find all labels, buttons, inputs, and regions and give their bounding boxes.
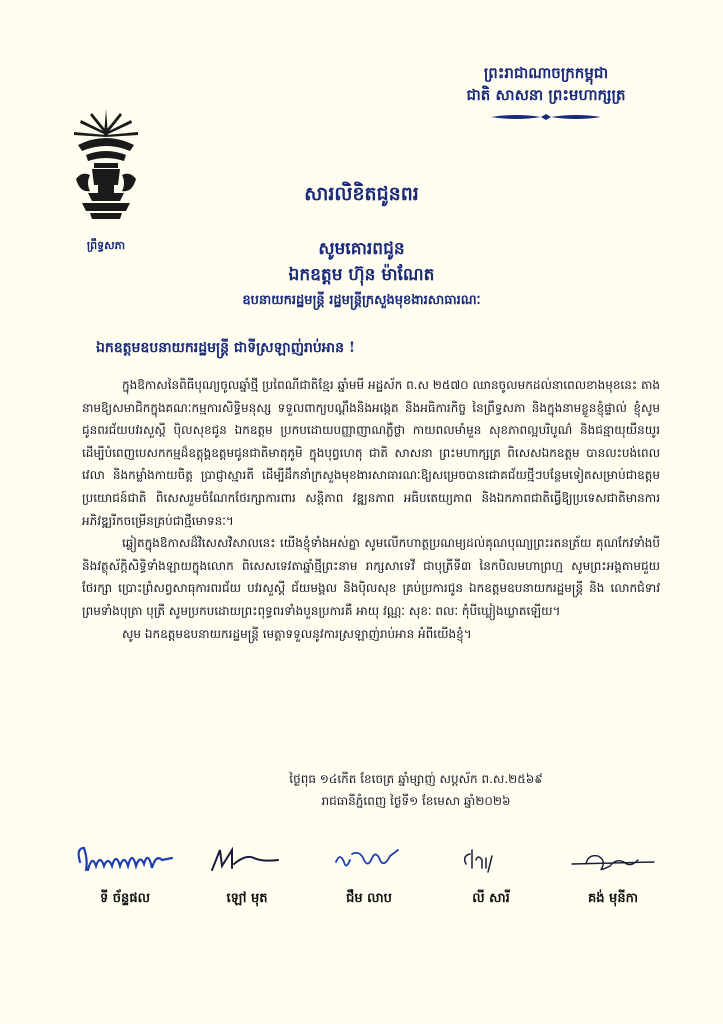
letter-body	[82, 374, 660, 645]
signature-4-icon	[436, 840, 546, 880]
addressee-name: ឯកឧត្តម ហ៊ុន ម៉ាណែត	[288, 265, 435, 285]
signatory-4-name: លី សារី	[472, 891, 510, 906]
signatory-2	[192, 840, 302, 909]
signatory-1-name: ទី ច័ន្ទផល	[100, 891, 150, 906]
date-block	[266, 768, 566, 812]
letter-title: សារលិខិតជូនពរ	[304, 183, 419, 205]
senate-emblem-icon	[68, 105, 144, 233]
signatory-5	[558, 840, 668, 909]
body-paragraph-2: ឆ្លៀតក្នុងឱកាសដ៏វិសេសវិសាលនេះ យើងខ្ញុំទាំងអស់គ្នា សូមលើកហាត្ថប្រណម្យដល់គុណបុណ្យព្រះរតនត្រ័យ គុណកែវទាំងបី និងវត្ថុស័ក្តិសិទ្ធិទាំងឡាយក្នុងលោក ពិសេសទេវតាឆ្នាំថ្មីព្រះនាម រាក្សសាទេវី ជាបុត្រីទី៣ នៃកបិលមហាព្រហ្ម សូមព្រះអង្គតាមជួយថែរក្សា ប្រោះព្រំសព្វសាធុការពរជ័យ បវរសួស្តី ជ័យមង្គល និងបុិលសុខ គ្រប់ប្រការជូន ឯកឧត្តមឧបនាយករដ្ឋមន្ត្រី និង លោកជំទាវ ព្រមទាំងបុត្រា បុត្រី សូមប្រកបដោយព្រះពុទ្ធពរទាំងបួនប្រការគឺ អាយុ វណ្ណៈ សុខៈ ពលៈ កុំបីឃ្លៀងឃ្លាតឡើយ។	[82, 536, 660, 618]
salutation: ឯកឧត្តមឧបនាយករដ្ឋមន្ត្រី ជាទីស្រឡាញ់រាប់អាន !	[96, 340, 356, 356]
logo-caption: ព្រឹទ្ធសភា	[86, 239, 126, 252]
lunar-date: ថ្ងៃពុធ ១៤កើត ខែចេត្រ ឆ្នាំម្សាញ់ សប្តស័ក ព.ស.២៥៦៩	[289, 772, 543, 786]
kingdom-title: ព្រះរាជាណាចក្រកម្ពុជា	[483, 64, 609, 82]
body-paragraph-3: សូម ឯកឧត្តមឧបនាយករដ្ឋមន្ត្រី មេត្តាទទួលនូវការស្រឡាញ់រាប់អាន អំពីយើងខ្ញុំ។	[122, 626, 472, 641]
signatory-5-name: គង់ មុនីកា	[588, 891, 638, 906]
signature-1-icon	[70, 840, 180, 880]
kingdom-motto: ជាតិ សាសនា ព្រះមហាក្សត្រ	[466, 86, 626, 104]
signature-5-icon	[558, 840, 668, 880]
header-divider-ornament	[486, 113, 606, 121]
signature-2-icon	[192, 840, 302, 880]
signatory-3-name: ជឹម លាប	[346, 891, 392, 906]
addressee-block	[0, 236, 723, 312]
signatures-row	[70, 840, 670, 920]
signatory-3	[314, 840, 424, 909]
signatory-1	[70, 840, 180, 909]
senate-logo	[68, 105, 144, 255]
solar-date: រាជធានីភ្នំពេញ ថ្ងៃទី១ ខែមេសា ឆ្នាំ២០២៦	[321, 794, 511, 808]
addressee-greeting: សូមគោរពជូន	[318, 239, 405, 259]
body-paragraph-1: ក្នុងឱកាសនៃពិធីបុណ្យចូលឆ្នាំថ្មី ប្រពៃណីជាតិខ្មែរ ឆ្នាំមមី អដ្ឋស័ក ព.ស ២៥៧០ ឈានចូលមកដល់នាពេលខាងមុខនេះ តាងនាមឱ្យសមាជិកក្នុងគណៈកម្មការសិទ្ធិមនុស្ស ទទួលពាក្យបណ្តឹងនិងអង្កេត និងអធិការកិច្ច នៃព្រឹទ្ធសភា និងក្នុងនាមខ្លួនខ្ញុំផ្ទាល់ ខ្ញុំសូមជូនពរជ័យបវរសួស្តី បុិលសុខជូន ឯកឧត្តម ប្រកបដោយបញ្ញាញាណភ្លឺថ្លា កាយពលមាំមួន សុខភាពល្អបរិបូណ៌ និងជន្មាយុយឺនយូរ ដើម្បីបំពេញបេសកកម្មដ៏ឧត្តុង្គឧត្តមជូនជាតិមាតុភូមិ ក្នុងបុព្វហេតុ ជាតិ សាសនា ព្រះមហាក្សត្រ ពិសេសឯកឧត្តម បានលះបង់ពេលវេលា និងកម្លាំងកាយចិត្ត ប្រាជ្ញាស្មារតី ដើម្បីដឹកនាំក្រសួងមុខងារសាធារណៈឱ្យសម្រេចបានជោគជ័យថ្មីៗបន្ថែមទៀតសម្រាប់ជាឧត្តមប្រយោជន៍ជាតិ ពិសេសរួមចំណែកថែរក្សាការពារ សន្តិភាព វឌ្ឍនភាព អធិបតេយ្យភាព និងឯកភាពជាតិធ្វើឱ្យប្រទេសជាតិមានការអភិវឌ្ឍរីកចម្រើនគ្រប់ជាថ្មីមោទនៈ។	[82, 378, 660, 528]
signature-3-icon	[314, 840, 424, 880]
kingdom-header	[431, 62, 661, 125]
signatory-4	[436, 840, 546, 909]
signatory-2-name: ឡៅ មុត	[226, 891, 268, 906]
addressee-position: ឧបនាយករដ្ឋមន្ត្រី រដ្ឋមន្ត្រីក្រសួងមុខងារសាធារណៈ	[242, 293, 481, 308]
